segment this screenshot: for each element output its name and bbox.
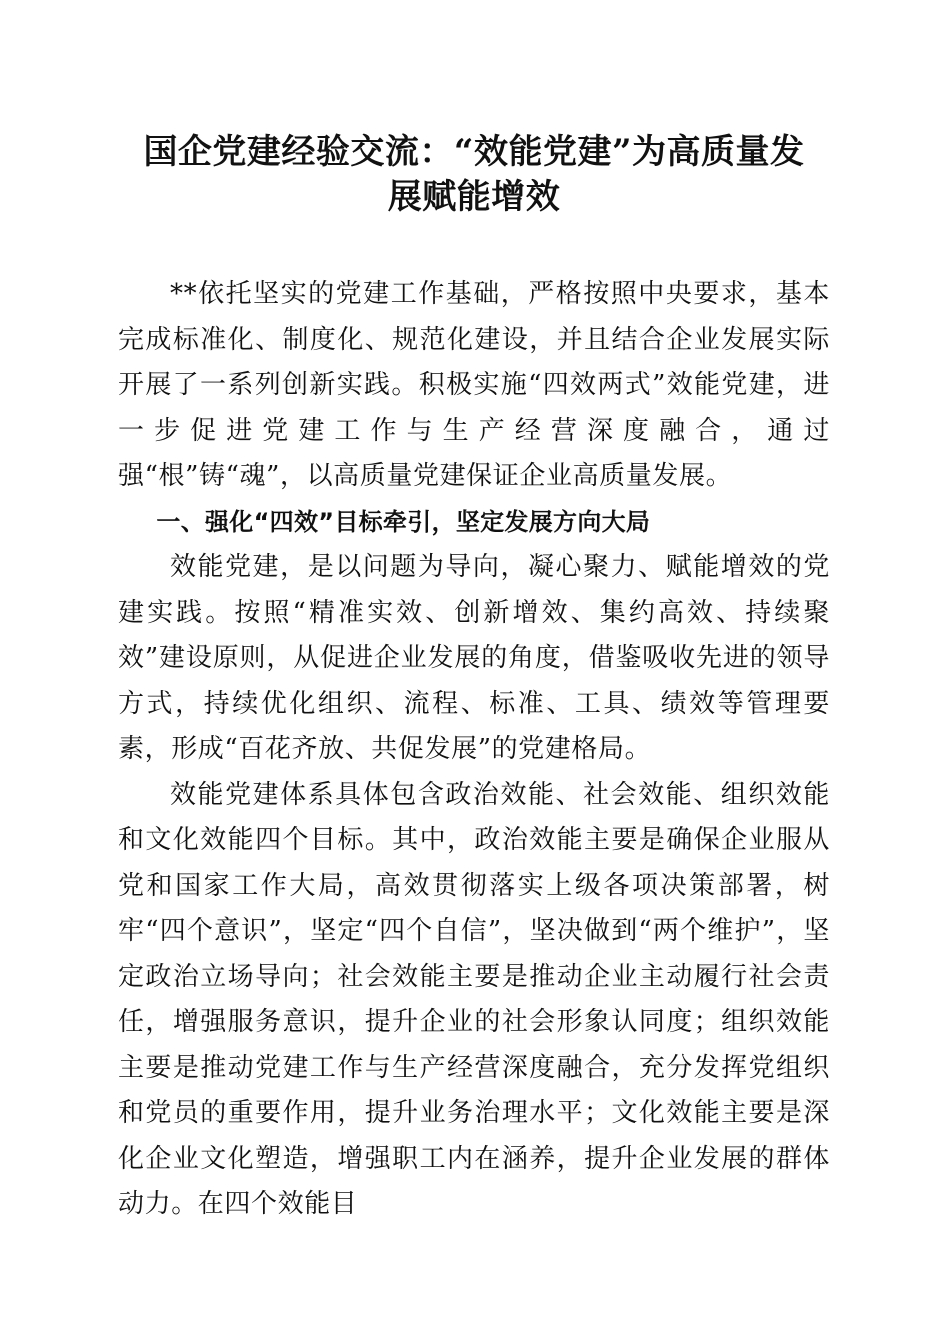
document-title [118,130,830,220]
section-heading-1: 一、强化“四效”目标牵引，坚定发展方向大局 [156,507,651,536]
document-page [118,130,830,1228]
title-line-2: 展赋能增效 [387,177,561,217]
body-paragraph: 效能党建，是以问题为导向，凝心聚力、赋能增效的党建实践。按照“精准实效、创新增效、集约高效、持续聚效”建设原则，从促进企业发展的角度，借鉴吸收先进的领导方式，持续优化组织、流程、标准、工具、绩效等管理要素，形成“百花齐放、共促发展”的党建格局。 [118,552,830,764]
document-body [118,272,830,1228]
intro-paragraph: **依托坚实的党建工作基础，严格按照中央要求，基本完成标准化、制度化、规范化建设，并且结合企业发展实际开展了一系列创新实践。积极实施“四效两式”效能党建，进一步促进党建工作与生产经营深度融合，通过强“根”铸“魂”，以高质量党建保证企业高质量发展。 [118,279,830,491]
body-paragraph: 效能党建体系具体包含政治效能、社会效能、组织效能和文化效能四个目标。其中，政治效能主要是确保企业服从党和国家工作大局，高效贯彻落实上级各项决策部署，树牢“四个意识”，坚定“四个自信”，坚决做到“两个维护”，坚定政治立场导向；社会效能主要是推动企业主动履行社会责任，增强服务意识，提升企业的社会形象认同度；组织效能主要是推动党建工作与生产经营深度融合，充分发挥党组织和党员的重要作用，提升业务治理水平；文化效能主要是深化企业文化塑造，增强职工内在涵养，提升企业发展的群体动力。在四个效能目 [118,779,830,1219]
title-line-1: 国企党建经验交流：“效能党建”为高质量发 [143,132,805,172]
